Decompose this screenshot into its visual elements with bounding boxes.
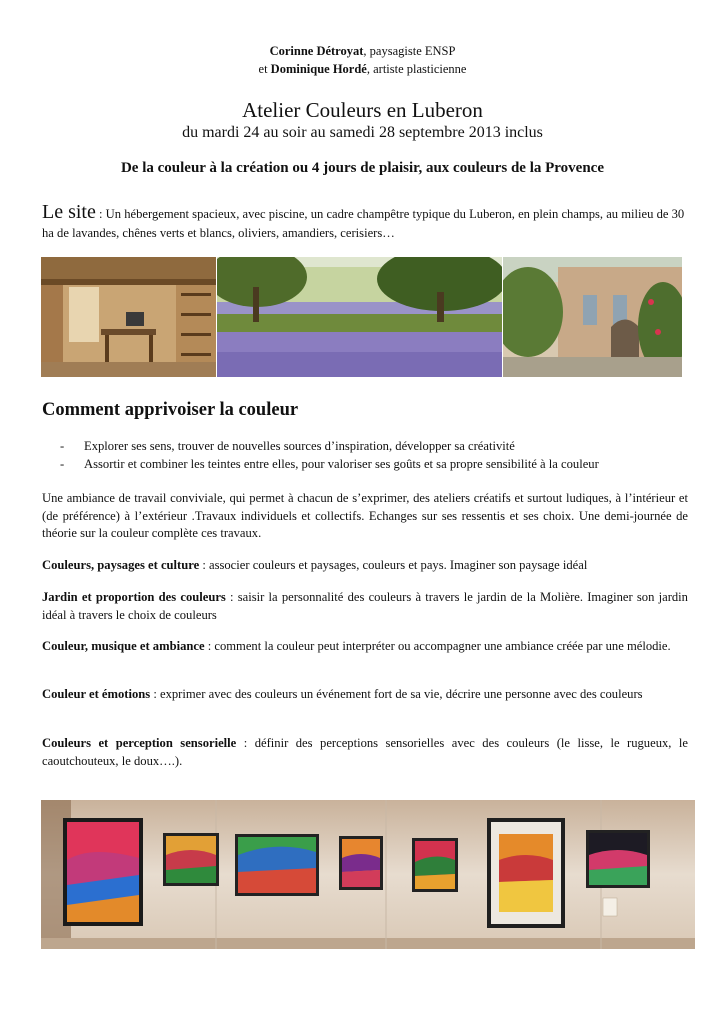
workshop-text: : définir des perceptions sensorielles avec des couleurs (le lisse, le rugueux, le caoutchouteux, le doux….). xyxy=(42,736,688,768)
painting-3 xyxy=(235,834,319,896)
painting-6 xyxy=(487,818,565,928)
author2-role: , artiste plasticienne xyxy=(366,62,467,76)
section-heading: Comment apprivoiser la couleur xyxy=(42,400,299,420)
workshop-title: Couleur, musique et ambiance xyxy=(42,639,205,653)
site-text: : Un hébergement spacieux, avec piscine, un cadre champêtre typique du Luberon, en plein champs, au milieu de 30 ha de lavandes, chênes verts et blancs, oliviers, amandiers, cerisiers… xyxy=(42,207,685,240)
wall-label xyxy=(603,898,617,916)
list-item xyxy=(42,437,702,455)
bullet-marker: - xyxy=(60,439,65,453)
house-photo xyxy=(503,257,682,377)
page-title: Atelier Couleurs en Luberon xyxy=(242,98,483,122)
workshop-paragraph xyxy=(42,638,688,656)
author2-name: Dominique Hordé xyxy=(270,62,367,76)
list-item-text: Explorer ses sens, trouver de nouvelles sources d’inspiration, développer sa créativité xyxy=(84,439,515,453)
site-lead: Le site xyxy=(42,201,96,223)
workshop-text: : saisir la personnalité des couleurs à travers le jardin de la Molière. Imaginer son jardin idéal à travers le choix de couleurs xyxy=(42,590,688,622)
workshop-text: : comment la couleur peut interpréter ou accompagner une ambiance créée par une mélodie. xyxy=(204,639,671,653)
site-paragraph xyxy=(42,203,692,243)
list-item xyxy=(42,455,702,473)
lavender-field-photo xyxy=(217,257,502,377)
gallery-photo xyxy=(41,800,695,949)
painting-2 xyxy=(163,833,219,886)
painting-4 xyxy=(339,836,383,890)
painting-5 xyxy=(412,838,458,892)
workshop-text: : exprimer avec des couleurs un événement fort de sa vie, décrire une personne avec des couleurs xyxy=(150,687,643,701)
author1-name: Corinne Détroyat xyxy=(269,44,364,58)
list-item-text: Assortir et combiner les teintes entre elles, pour valoriser ses goûts et sa propre sensibilité à la couleur xyxy=(84,457,599,471)
event-dates: du mardi 24 au soir au samedi 28 septembre 2013 inclus xyxy=(182,124,543,141)
workshop-paragraph xyxy=(42,557,688,575)
workshop-title: Couleurs, paysages et culture xyxy=(42,558,200,572)
bullet-list xyxy=(42,437,702,473)
painting-1 xyxy=(63,818,143,926)
interior-photo xyxy=(41,257,216,377)
workshop-paragraph xyxy=(42,686,688,704)
intro-paragraph: Une ambiance de travail conviviale, qui permet à chacun de s’exprimer, des ateliers créatifs et surtout ludiques, à l’intérieur et (de préférence) à l’extérieur .Travaux individuels et collectifs. Echanges sur ses ressentis et ses choix. Une demi-journée de théorie sur la couleur complète ces travaux. xyxy=(42,491,688,540)
authors-block xyxy=(0,42,725,78)
author-line-2 xyxy=(0,60,725,78)
workshop-title: Couleur et émotions xyxy=(42,687,151,701)
workshop-title: Couleurs et perception sensorielle xyxy=(42,736,237,750)
workshop-paragraph xyxy=(42,589,688,624)
bullet-marker: - xyxy=(60,457,65,471)
painting-7 xyxy=(586,830,650,888)
author2-prefix: et xyxy=(258,62,271,76)
page-subtitle: De la couleur à la création ou 4 jours de plaisir, aux couleurs de la Provence xyxy=(120,160,605,176)
workshop-text: : associer couleurs et paysages, couleurs et pays. Imaginer son paysage idéal xyxy=(199,558,588,572)
author1-role: , paysagiste ENSP xyxy=(363,44,456,58)
workshop-paragraph xyxy=(42,735,688,770)
workshop-title: Jardin et proportion des couleurs xyxy=(42,590,226,604)
author-line-1 xyxy=(0,42,725,60)
